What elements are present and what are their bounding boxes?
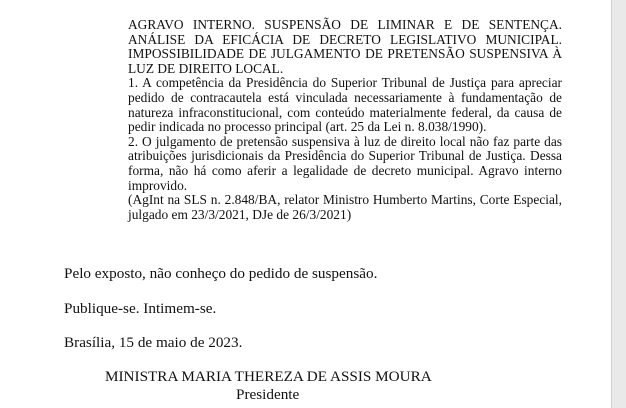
quote-item-2: 2. O julgamento de pretensão suspensiva à luz de direito local não faz parte das atribuições jurisdicionais da Presidência do Superior Tribunal de Justiça. Dessa forma, não há como aferir a legalidade de decreto municipal. Agravo interno improvido.: [128, 133, 562, 193]
jurisprudence-quote: [128, 18, 562, 222]
signature-title: Presidente: [236, 385, 300, 403]
quote-ementa: AGRAVO INTERNO. SUSPENSÃO DE LIMINAR E DE SENTENÇA. ANÁLISE DA EFICÁCIA DE DECRETO LEGISLATIVO MUNICIPAL. IMPOSSIBILIDADE DE JULGAMENTO DE PRETENSÃO SUSPENSIVA À LUZ DE DIREITO LOCAL.: [128, 17, 562, 76]
quote-item-1: 1. A competência da Presidência do Superior Tribunal de Justiça para apreciar pedido de contracautela está vinculada necessariamente à fundamentação de natureza infraconstitucional, com conteúdo materialmente federal, da causa de pedir indicada no processo principal (art. 25 da Lei n. 8.038/1990).: [128, 75, 562, 135]
publish-paragraph: Publique-se. Intimem-se.: [64, 300, 217, 317]
decision-paragraph: Pelo exposto, não conheço do pedido de suspensão.: [64, 265, 378, 282]
quote-citation: (AgInt na SLS n. 2.848/BA, relator Ministro Humberto Martins, Corte Especial, julgado em 23/3/2021, DJe de 26/3/2021): [128, 192, 562, 222]
signature-name: MINISTRA MARIA THEREZA DE ASSIS MOURA: [105, 368, 432, 385]
place-date: Brasília, 15 de maio de 2023.: [64, 334, 243, 351]
signature-block: [105, 368, 432, 403]
